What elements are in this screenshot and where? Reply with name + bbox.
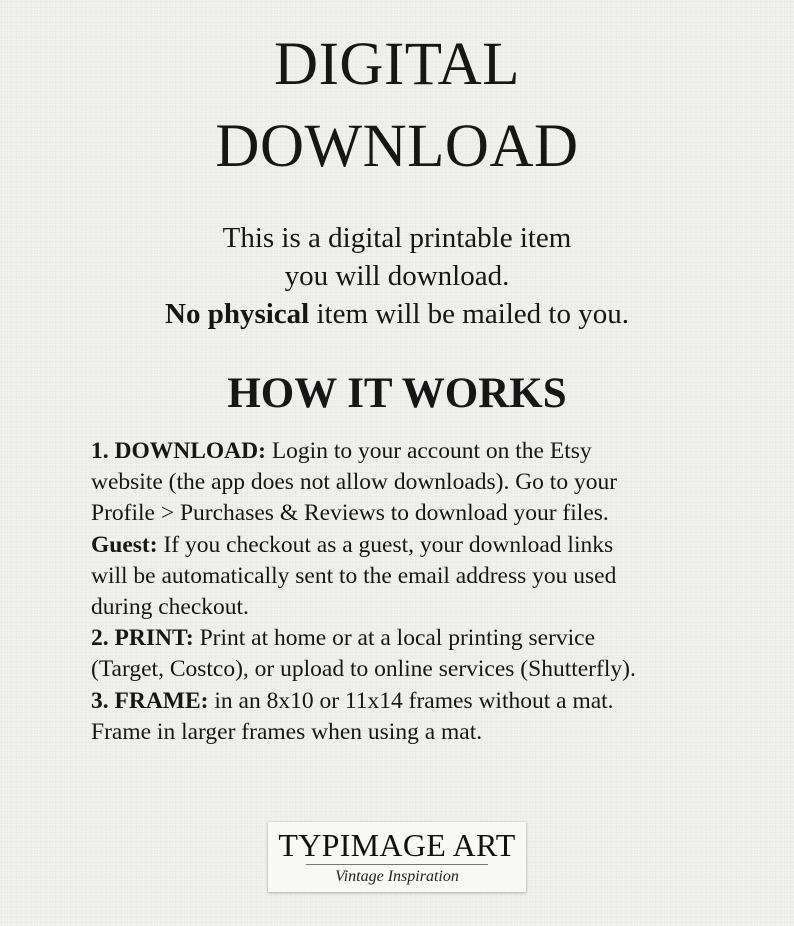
notice-line-3 xyxy=(0,295,794,333)
shop-logo-tagline: Vintage Inspiration xyxy=(335,868,459,885)
shop-logo-name: TYPIMAGE ART xyxy=(278,827,516,863)
frame-step-label: 3. FRAME: xyxy=(91,687,209,714)
guest-note-label: Guest: xyxy=(91,531,158,558)
frame-step-line-2: Frame in larger frames when using a mat. xyxy=(91,718,483,745)
print-step-text-1: Print at home or at a local printing service xyxy=(193,625,596,652)
frame-step-text-1: in an 8x10 or 11x14 frames without a mat. xyxy=(208,687,614,714)
notice-line-2: you will download. xyxy=(284,260,510,292)
print-step-line-1 xyxy=(91,623,721,654)
guest-note-line-2: will be automatically sent to the email address you used xyxy=(91,562,617,589)
download-step-text-1: Login to your account on the Etsy xyxy=(265,438,592,464)
shop-logo xyxy=(268,822,526,892)
frame-step-line-1 xyxy=(91,686,721,717)
logo-divider xyxy=(306,864,488,865)
page-title xyxy=(0,24,794,188)
download-step-label: 1. DOWNLOAD: xyxy=(91,438,266,464)
guest-note-line-3: during checkout. xyxy=(91,594,249,621)
guest-note-text-1: If you checkout as a guest, your download links xyxy=(157,531,614,558)
instructions-list xyxy=(91,436,721,748)
title-line-digital: DIGITAL xyxy=(274,31,520,98)
notice-line-3-rest: item will be mailed to you. xyxy=(309,298,629,330)
title-line-download: DOWNLOAD xyxy=(215,113,579,180)
download-step-line-3: Profile > Purchases & Reviews to download your files. xyxy=(91,500,609,527)
how-it-works-heading: HOW IT WORKS xyxy=(227,370,567,417)
download-step-line-2: website (the app does not allow downloads). Go to your xyxy=(91,469,618,496)
notice-emphasis: No physical xyxy=(165,298,310,330)
print-step-line-2: (Target, Costco), or upload to online services (Shutterfly). xyxy=(91,656,636,683)
guest-note-line-1 xyxy=(91,530,721,561)
download-step-line-1 xyxy=(91,436,721,467)
notice-line-1: This is a digital printable item xyxy=(222,222,572,254)
digital-item-notice xyxy=(0,219,794,333)
print-step-label: 2. PRINT: xyxy=(91,625,194,652)
